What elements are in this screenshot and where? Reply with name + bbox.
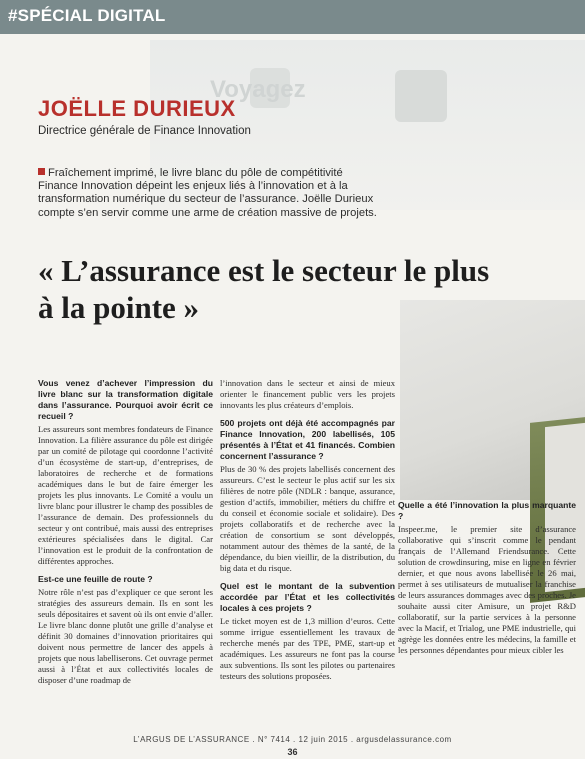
interview-answer: Les assureurs sont membres fondateurs de Finance Innovation. La filière assurance du pôle est dirigée par un comité de pilotage qui coordonne l’activité d’un écosystème de start-up, d’entreprises, de laboratoires de recherche et de formations académiques dans le but de faire émerger les projets les plus innovants. Le Comité a voulu un livre blanc pour illustrer le champ des possibles de l’assurance de demain. Des professionnels du secteur y ont contribué, mais aussi des entreprises extérieures spécialisées dans le digital. Car l’innovation est le produit de la confrontation de différentes approches. (38, 424, 213, 566)
lead-paragraph (38, 167, 378, 220)
article-column-1 (38, 378, 213, 693)
page-footer: L’ARGUS DE L’ASSURANCE . N° 7414 . 12 juin 2015 . argusdelassurance.com (133, 735, 452, 744)
headline-quote: « L’assurance est le secteur le plus à la pointe » (38, 253, 490, 325)
page-number: 36 (287, 747, 298, 757)
interview-answer: Plus de 30 % des projets labellisés concernent des assureurs. C’est le secteur le plus actif sur les six filières de notre pôle (NDLR : banque, assurance, gestion d’actifs, immobilier, métiers du chiffre et du conseil et économie sociale et solidaire). Des projets collaboratifs et de recherche avec la création de consortium se sont développés, notamment autour des thèmes de la santé, de la dépendance, du bien vieillir, de la distribution, du big data et du risque. (220, 464, 395, 573)
interview-answer: Notre rôle n’est pas d’expliquer ce que seront les stratégies des assureurs demain. Ils en sont les seuls dépositaires et savent où ils ont envie d’aller. Le livre blanc donne plutôt une grille d’analyse et définit 30 domaines d’innovation prioritaires qui doivent nous permettre de lancer des appels à projets que nous labelliserons. Cet ouvrage permet aussi à l’État et aux collectivités locales de disposer d’une roadmap de (38, 587, 213, 685)
lead-text: Fraîchement imprimé, le livre blanc du pôle de compétitivité Finance Innovation dépeint les enjeux liés à l’innovation et à la transformation numérique du secteur de l’assurance. Joëlle Durieux compte s’en servir comme une arme de création massive de projets. (38, 167, 377, 219)
bullet-square-icon (38, 168, 45, 175)
article-column-3 (398, 500, 576, 663)
article-column-2 (220, 378, 395, 689)
interview-answer: Inspeer.me, le premier site d’assurance collaborative qui s’inscrit comme le pendant français de l’Allemand Friendsurance. Cette solution de crowdinsuring, mise en ligne en février dernier, et que nous avons labellisée le 26 mai, permet à ses utilisateurs de mutualiser la franchise de leurs assurances dommages avec des proches. Je souhaite aussi citer Amisure, un projet R&D collaboratif, sur la partie services à la personne avec la Macif, et Trialog, une PME industrielle, qui agrège les données entre les médecins, la famille et les personnes dépendantes pour mieux cibler les (398, 524, 576, 655)
author-name: JOËLLE DURIEUX (38, 96, 236, 121)
interview-answer: l’innovation dans le secteur et ainsi de mieux orienter le financement public vers les projets innovants les plus créateurs d’emplois. (220, 378, 395, 410)
interview-answer: Le ticket moyen est de 1,3 million d’euros. Cette somme irrigue essentiellement les travaux de recherche menés par des TPE, PME, start-up et académiques. Les assureurs ne font pas la course aux subventions. Ils sont les pilotes ou partenaires testeurs des solutions proposées. (220, 616, 395, 681)
interview-question: Vous venez d’achever l’impression du livre blanc sur la transformation digitale dans l’assurance. Pourquoi avoir écrit ce recueil ? (38, 378, 213, 421)
interview-question: Est-ce une feuille de route ? (38, 574, 153, 584)
interview-question: 500 projets ont déjà été accompagnés par Finance Innovation, 200 labellisés, 105 présentés à l’État et 41 financés. Combien concernent l’assurance ? (220, 418, 395, 461)
interview-question: Quelle a été l’innovation la plus marquante ? (398, 500, 576, 521)
ghost-icon (395, 70, 447, 122)
ghost-heading: Voyagez (210, 76, 306, 103)
section-title: #SPÉCIAL DIGITAL (8, 6, 166, 25)
section-banner (0, 0, 585, 34)
interview-question: Quel est le montant de la subvention accordée par l’État et les collectivités locales à ces projets ? (220, 581, 395, 613)
author-role: Directrice générale de Finance Innovation (38, 125, 251, 137)
